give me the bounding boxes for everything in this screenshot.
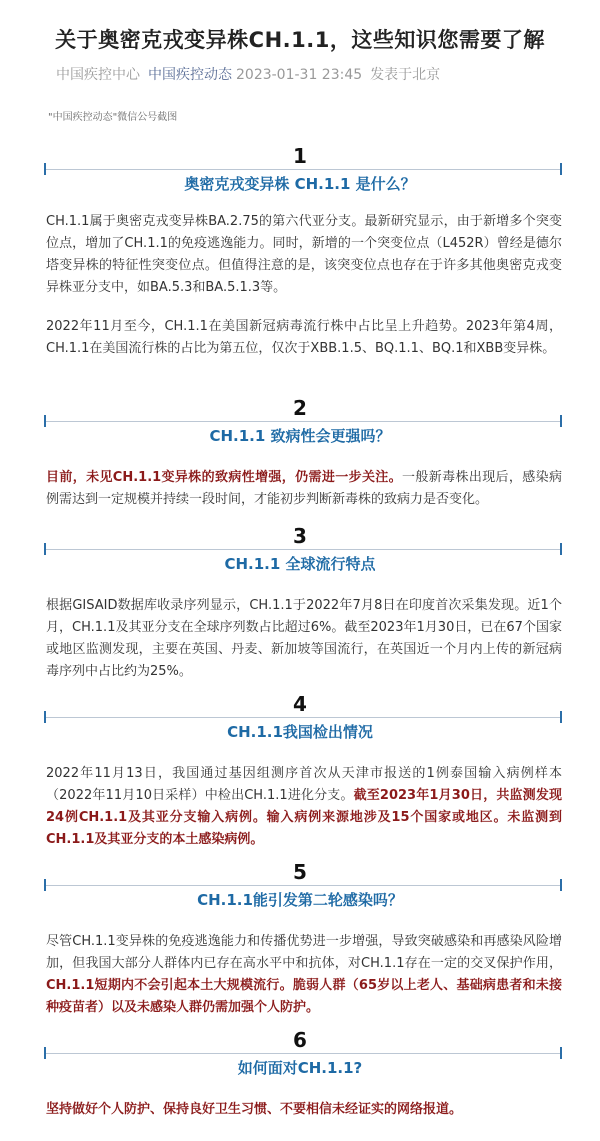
body-text: 一般新毒株出现后，感染病例需达到一定规模并持续一段时间，才能初步判断新毒株的致病力是否变化。 — [46, 470, 562, 507]
account-link[interactable]: 中国疾控动态 — [148, 67, 232, 83]
section-divider — [44, 1053, 562, 1054]
section-divider — [44, 421, 562, 422]
section-paragraph — [46, 1099, 562, 1121]
section-number: 1 — [293, 144, 307, 168]
section-paragraph — [46, 763, 562, 851]
highlight-text: 截至2023年1月30日，共监测发现24例CH.1.1及其亚分支输入病例。输入病例来源地涉及15个国家或地区。未监测到CH.1.1及其亚分支的本土感染病例。 — [46, 788, 562, 847]
article-title: 关于奥密克戎变异株CH.1.1，这些知识您需要了解 — [55, 28, 545, 52]
section-paragraph: 根据GISAID数据库收录序列显示，CH.1.1于2022年7月8日在印度首次采集发现。近1个月，CH.1.1及其亚分支在全球序列数占比超过6%。截至2023年1月30日，已在67个国家或地区监测发现，主要在英国、丹麦、新加坡等国流行，在英国近一个月内上传的新冠病毒序列中占比约为25%。 — [46, 598, 562, 679]
article-meta — [56, 64, 440, 84]
highlight-text: 坚持做好个人防护、保持良好卫生习惯、不要相信未经证实的网络报道。 — [46, 1102, 463, 1117]
section-heading: 如何面对CH.1.1? — [237, 1059, 363, 1077]
body-text: 尽管CH.1.1变异株的免疫逃逸能力和传播优势进一步增强，导致突破感染和再感染风险增加，但我国大部分人群体内已存在高水平中和抗体，对CH.1.1存在一定的交叉保护作用， — [46, 934, 562, 971]
image-caption: "中国疾控动态"微信公号截图 — [48, 112, 178, 123]
section-paragraph — [46, 931, 562, 1019]
section-paragraph: 2022年11月至今，CH.1.1在美国新冠病毒流行株中占比呈上升趋势。2023年第4周，CH.1.1在美国流行株的占比为第五位，仅次于XBB.1.5、BQ.1.1、BQ.1和XBB变异株。 — [46, 319, 562, 356]
section-divider — [44, 549, 562, 550]
highlight-text: 目前，未见CH.1.1变异株的致病性增强，仍需进一步关注。 — [46, 470, 403, 485]
section-heading: 奥密克戎变异株 CH.1.1 是什么？ — [184, 175, 416, 193]
section-number: 2 — [293, 396, 307, 420]
section-number: 5 — [293, 860, 307, 884]
section-divider — [44, 169, 562, 170]
publish-datetime: 2023-01-31 23:45 — [236, 67, 363, 83]
section-number: 6 — [293, 1028, 307, 1052]
section-heading: CH.1.1 致病性会更强吗？ — [209, 427, 391, 445]
section-paragraph: CH.1.1属于奥密克戎变异株BA.2.75的第六代亚分支。最新研究显示，由于新增多个突变位点，增加了CH.1.1的免疫逃逸能力。同时，新增的一个突变位点（L452R）曾经是德尔塔变异株的特征性突变位点。但值得注意的是，该突变位点也存在于许多其他奥密克戎变异株亚分支中，如BA.5.3和BA.5.1.3等。 — [46, 214, 562, 295]
highlight-text: CH.1.1短期内不会引起本土大规模流行。脆弱人群（65岁以上老人、基础病患者和未接种疫苗者）以及未感染人群仍需加强个人防护。 — [46, 978, 562, 1015]
section-heading: CH.1.1我国检出情况 — [227, 723, 373, 741]
body-text: 2022年11月13日，我国通过基因组测序首次从天津市报送的1例泰国输入病例样本（2022年11月10日采样）中检出CH.1.1进化分支。 — [46, 766, 562, 803]
section-paragraph — [46, 467, 562, 511]
section-number: 3 — [293, 524, 307, 548]
section-divider — [44, 717, 562, 718]
section-heading: CH.1.1能引发第二轮感染吗？ — [197, 891, 403, 909]
section-heading: CH.1.1 全球流行特点 — [224, 555, 376, 573]
section-divider — [44, 885, 562, 886]
section-number: 4 — [293, 692, 307, 716]
publish-location: 发表于北京 — [370, 67, 441, 83]
source-name: 中国疾控中心 — [56, 67, 140, 83]
